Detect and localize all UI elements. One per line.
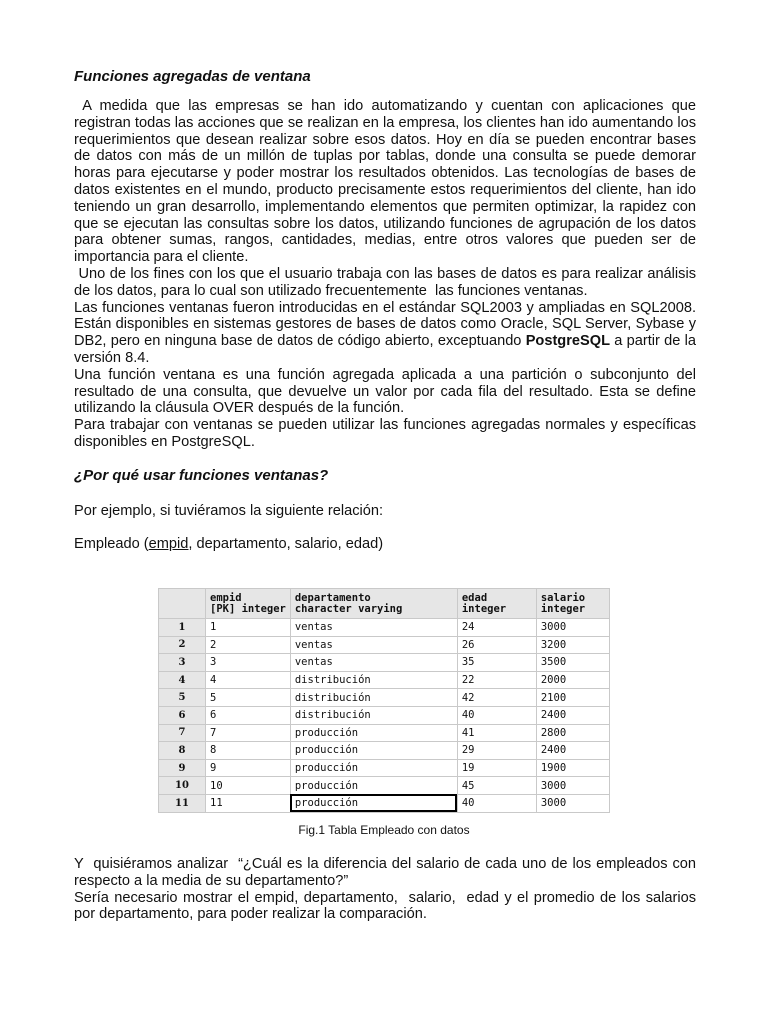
row-number[interactable]: 3 bbox=[159, 654, 206, 672]
relation-attributes: departamento, salario, edad) bbox=[192, 535, 384, 552]
row-number[interactable]: 8 bbox=[159, 742, 206, 760]
cell-salario[interactable]: 2400 bbox=[536, 742, 609, 760]
postgresql-bold: PostgreSQL bbox=[525, 333, 611, 350]
cell-departamento[interactable]: distribución bbox=[290, 671, 457, 689]
cell-departamento[interactable]: ventas bbox=[290, 636, 457, 654]
relation-prefix: Empleado ( bbox=[74, 535, 149, 552]
cell-edad[interactable]: 24 bbox=[457, 619, 536, 637]
cell-departamento[interactable]: producción bbox=[290, 724, 457, 742]
cell-salario[interactable]: 3000 bbox=[536, 777, 609, 795]
question-paragraph: Y quisiéramos analizar “¿Cuál es la diferencia del salario de cada uno de los empleados con respecto a la media de su departamento?” bbox=[74, 856, 701, 889]
cell-edad[interactable]: 19 bbox=[457, 759, 536, 777]
cell-empid[interactable]: 3 bbox=[206, 654, 291, 672]
cell-salario[interactable]: 1900 bbox=[536, 759, 609, 777]
relation-line bbox=[74, 536, 696, 553]
row-number[interactable]: 11 bbox=[159, 794, 206, 812]
cell-empid[interactable]: 7 bbox=[206, 724, 291, 742]
paragraph-standards-text: Las funciones ventanas fueron introducidas en el estándar SQL2003 y ampliadas en SQL2008. Están disponibles en sistemas gestores de bases de datos como Oracle, SQL Server, Sybase y DB2, pero en ninguna base de datos de código abierto, exceptuando bbox=[74, 299, 701, 350]
cell-salario[interactable]: 3200 bbox=[536, 636, 609, 654]
cell-salario[interactable]: 3500 bbox=[536, 654, 609, 672]
row-number[interactable]: 5 bbox=[159, 689, 206, 707]
cell-departamento[interactable]: ventas bbox=[290, 654, 457, 672]
cell-empid[interactable]: 1 bbox=[206, 619, 291, 637]
paragraph-analysis: Uno de los fines con los que el usuario trabaja con las bases de datos es para realizar análisis de los datos, para lo cual son utilizado frecuentemente las funciones ventanas. bbox=[74, 265, 701, 299]
cell-salario[interactable]: 3000 bbox=[536, 794, 609, 812]
cell-empid[interactable]: 9 bbox=[206, 759, 291, 777]
table-row[interactable] bbox=[159, 689, 610, 707]
cell-edad[interactable]: 35 bbox=[457, 654, 536, 672]
cell-departamento[interactable]: distribución bbox=[290, 689, 457, 707]
table-row-selected[interactable] bbox=[159, 794, 610, 812]
table-row[interactable] bbox=[159, 742, 610, 760]
table-header-row bbox=[159, 589, 610, 619]
employee-table bbox=[158, 588, 610, 813]
table-row[interactable] bbox=[159, 636, 610, 654]
document-body bbox=[74, 64, 701, 553]
paragraph-intro: A medida que las empresas se han ido automatizando y cuentan con aplicaciones que registran todas las acciones que se realizan en la empresa, los clientes han ido aumentando los requerimientos que desean realizar sobre esos datos. Hoy en día se pueden encontrar bases de datos con más de un millón de tuplas por tablas, donde una consulta se puede demorar horas para ejecutarse y poder mostrar los resultados obtenidos. Las tecnologías de bases de datos existentes en el mundo, producto precisamente estos requerimientos del cliente, han ido teniendo un gran desarrollo, implementando elementos que permiten optimizar, la rapidez con que se ejecutan las consultas sobre los datos, utilizando funciones de agrupación de los datos para obtener sumas, rangos, cantidades, medias, entre otros valores que pueden ser de importancia para el cliente. bbox=[74, 98, 701, 266]
table-row[interactable] bbox=[159, 777, 610, 795]
cell-empid[interactable]: 8 bbox=[206, 742, 291, 760]
cell-edad[interactable]: 42 bbox=[457, 689, 536, 707]
cell-edad[interactable]: 29 bbox=[457, 742, 536, 760]
paragraph-standards bbox=[74, 299, 701, 367]
cell-empid[interactable]: 5 bbox=[206, 689, 291, 707]
cell-empid[interactable]: 10 bbox=[206, 777, 291, 795]
paragraph-definition: Una función ventana es una función agregada aplicada a una partición o subconjunto del resultado de una consulta, que devuelve un valor por cada fila del resultado. Esta se define utilizando la cláusula OVER después de la función. bbox=[74, 366, 701, 417]
cell-edad[interactable]: 40 bbox=[457, 706, 536, 724]
relation-primary-key: empid, bbox=[148, 535, 193, 552]
cell-edad[interactable]: 40 bbox=[457, 794, 536, 812]
table-row[interactable] bbox=[159, 654, 610, 672]
example-line: Por ejemplo, si tuviéramos la siguiente relación: bbox=[74, 502, 384, 519]
cell-empid[interactable]: 4 bbox=[206, 671, 291, 689]
row-number[interactable]: 10 bbox=[159, 777, 206, 795]
paragraph-usage: Para trabajar con ventanas se pueden utilizar las funciones agregadas normales y específicas disponibles en PostgreSQL. bbox=[74, 417, 701, 450]
table-row[interactable] bbox=[159, 724, 610, 742]
row-number[interactable]: 9 bbox=[159, 759, 206, 777]
row-number[interactable]: 4 bbox=[159, 671, 206, 689]
header-departamento[interactable]: departamento character varying bbox=[290, 589, 457, 619]
cell-edad[interactable]: 22 bbox=[457, 671, 536, 689]
row-number[interactable]: 6 bbox=[159, 706, 206, 724]
table-row[interactable] bbox=[159, 706, 610, 724]
row-number[interactable]: 1 bbox=[159, 619, 206, 637]
table-row[interactable] bbox=[159, 671, 610, 689]
cell-departamento[interactable]: producción bbox=[290, 777, 457, 795]
cell-salario[interactable]: 2100 bbox=[536, 689, 609, 707]
cell-departamento-selected[interactable]: producción bbox=[290, 794, 457, 812]
header-salario[interactable]: salario integer bbox=[536, 589, 609, 619]
header-edad[interactable]: edad integer bbox=[457, 589, 536, 619]
cell-edad[interactable]: 41 bbox=[457, 724, 536, 742]
section-title-window-functions: Funciones agregadas de ventana bbox=[74, 68, 311, 85]
figure-caption: Fig.1 Tabla Empleado con datos bbox=[298, 823, 470, 837]
cell-salario[interactable]: 2800 bbox=[536, 724, 609, 742]
table-row[interactable] bbox=[159, 619, 610, 637]
section-title-why: ¿Por qué usar funciones ventanas? bbox=[74, 466, 329, 484]
cell-edad[interactable]: 26 bbox=[457, 636, 536, 654]
cell-empid[interactable]: 11 bbox=[206, 794, 291, 812]
row-number[interactable]: 2 bbox=[159, 636, 206, 654]
row-number[interactable]: 7 bbox=[159, 724, 206, 742]
employee-table-container bbox=[158, 588, 610, 813]
cell-departamento[interactable]: ventas bbox=[290, 619, 457, 637]
header-empid[interactable]: empid [PK] integer bbox=[206, 589, 291, 619]
paragraph-standards-tail: a partir de la versión 8.4. bbox=[74, 333, 701, 366]
cell-salario[interactable]: 2400 bbox=[536, 706, 609, 724]
cell-salario[interactable]: 2000 bbox=[536, 671, 609, 689]
corner-cell bbox=[159, 589, 206, 619]
table-body bbox=[159, 619, 610, 813]
final-paragraph: Sería necesario mostrar el empid, departamento, salario, edad y el promedio de los salarios por departamento, para poder realizar la comparación. bbox=[74, 889, 701, 923]
cell-departamento[interactable]: producción bbox=[290, 759, 457, 777]
document-body-lower bbox=[74, 856, 701, 923]
cell-departamento[interactable]: producción bbox=[290, 742, 457, 760]
table-row[interactable] bbox=[159, 759, 610, 777]
cell-salario[interactable]: 3000 bbox=[536, 619, 609, 637]
cell-empid[interactable]: 2 bbox=[206, 636, 291, 654]
cell-edad[interactable]: 45 bbox=[457, 777, 536, 795]
cell-departamento[interactable]: distribución bbox=[290, 706, 457, 724]
cell-empid[interactable]: 6 bbox=[206, 706, 291, 724]
